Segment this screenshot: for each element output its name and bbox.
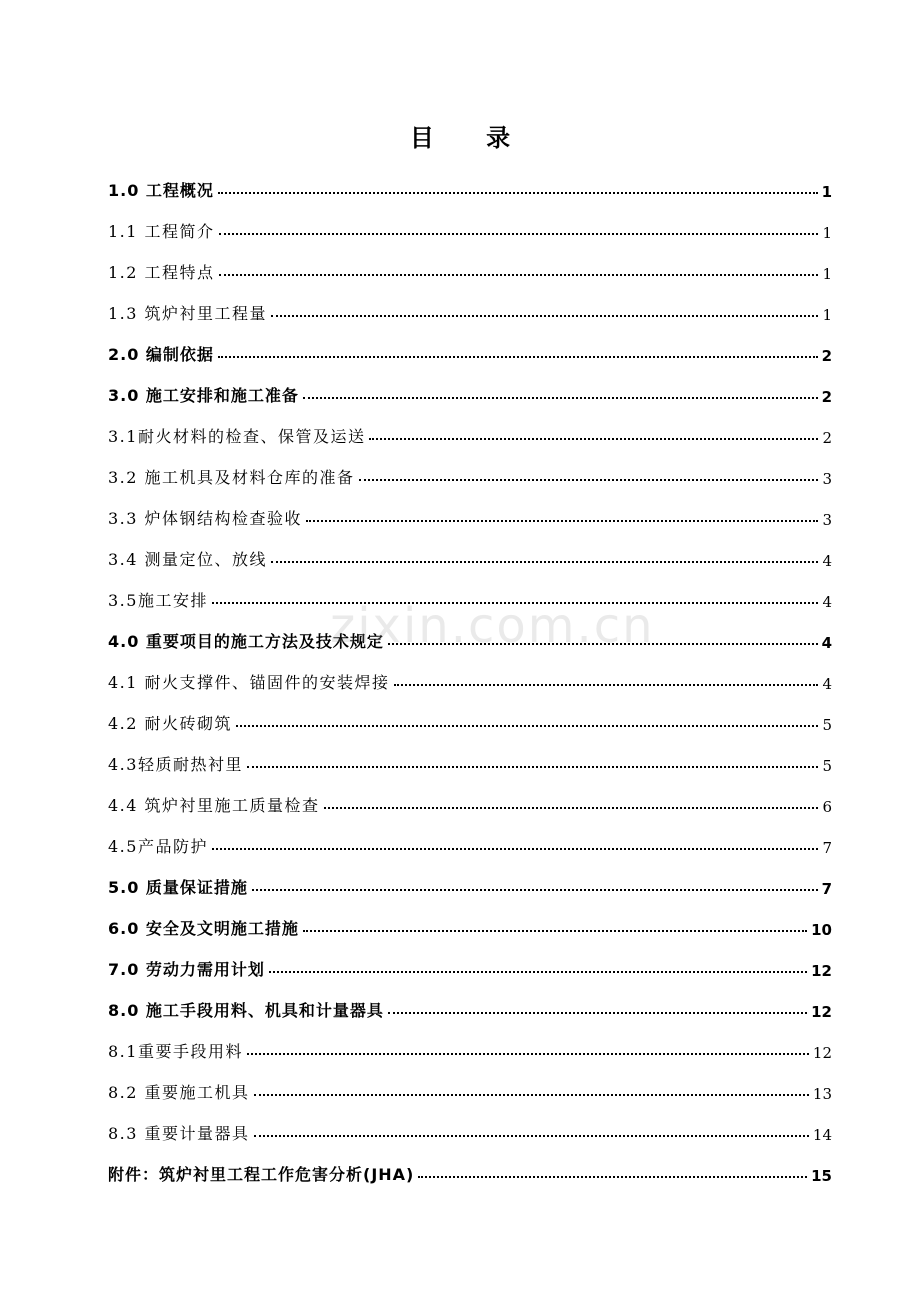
toc-dot-leader	[271, 561, 818, 563]
toc-dot-leader	[394, 684, 819, 686]
page-title: 目 录	[409, 123, 533, 152]
toc-entry[interactable]	[108, 734, 832, 775]
toc-entry-page: 4	[822, 552, 832, 570]
toc-entry-label: 8.3 重要计量器具	[108, 1124, 250, 1143]
toc-entry[interactable]	[108, 1103, 832, 1144]
toc-entry[interactable]	[108, 652, 832, 693]
toc-entry-page: 13	[812, 1085, 832, 1103]
toc-entry[interactable]	[108, 980, 832, 1021]
toc-dot-leader	[219, 233, 819, 235]
toc-dot-leader	[254, 1094, 809, 1096]
toc-entry[interactable]	[108, 160, 832, 201]
toc-entry[interactable]	[108, 365, 832, 406]
toc-entry[interactable]	[108, 816, 832, 857]
toc-dot-leader	[324, 807, 819, 809]
toc-entry-label: 附件：筑炉衬里工程工作危害分析(JHA)	[108, 1165, 415, 1184]
toc-entry-label: 2.0 编制依据	[108, 345, 214, 364]
toc-entry-label: 5.0 质量保证措施	[108, 878, 248, 897]
toc-entry-label: 1.3 筑炉衬里工程量	[108, 304, 268, 323]
toc-entry-page: 4	[821, 634, 832, 652]
toc-entry-label: 1.1 工程简介	[108, 222, 215, 241]
toc-entry[interactable]	[108, 939, 832, 980]
toc-entry-page: 12	[812, 1044, 832, 1062]
toc-entry[interactable]	[108, 447, 832, 488]
toc-entry-label: 1.0 工程概况	[108, 181, 214, 200]
toc-entry[interactable]	[108, 898, 832, 939]
toc-dot-leader	[252, 889, 818, 891]
table-of-contents	[108, 160, 832, 1185]
toc-entry[interactable]	[108, 488, 832, 529]
toc-dot-leader	[418, 1176, 807, 1178]
toc-entry[interactable]	[108, 242, 832, 283]
toc-entry-label: 7.0 劳动力需用计划	[108, 960, 265, 979]
toc-entry-label: 3.4 测量定位、放线	[108, 550, 268, 569]
toc-entry[interactable]	[108, 693, 832, 734]
toc-entry[interactable]	[108, 1144, 832, 1185]
toc-dot-leader	[218, 192, 818, 194]
toc-entry-label: 4.1 耐火支撑件、锚固件的安装焊接	[108, 673, 390, 692]
toc-entry-page: 12	[811, 1003, 832, 1021]
toc-dot-leader	[303, 930, 807, 932]
toc-dot-leader	[306, 520, 818, 522]
toc-entry[interactable]	[108, 529, 832, 570]
toc-entry[interactable]	[108, 1062, 832, 1103]
toc-entry-page: 1	[822, 306, 832, 324]
toc-entry[interactable]	[108, 775, 832, 816]
toc-entry-page: 6	[822, 798, 832, 816]
toc-entry-page: 1	[822, 224, 832, 242]
toc-entry-page: 4	[822, 593, 832, 611]
toc-entry-label: 4.0 重要项目的施工方法及技术规定	[108, 632, 384, 651]
toc-entry-page: 1	[822, 265, 832, 283]
toc-entry-page: 2	[822, 429, 832, 447]
toc-entry-label: 8.0 施工手段用料、机具和计量器具	[108, 1001, 384, 1020]
toc-entry-page: 5	[822, 757, 832, 775]
toc-entry-page: 2	[821, 347, 832, 365]
toc-entry[interactable]	[108, 324, 832, 365]
toc-entry-page: 15	[811, 1167, 832, 1185]
toc-entry-label: 4.2 耐火砖砌筑	[108, 714, 233, 733]
toc-dot-leader	[236, 725, 818, 727]
toc-entry-page: 1	[821, 183, 832, 201]
toc-entry-page: 3	[822, 511, 832, 529]
toc-dot-leader	[247, 766, 819, 768]
toc-dot-leader	[303, 397, 818, 399]
toc-entry[interactable]	[108, 1021, 832, 1062]
toc-entry[interactable]	[108, 857, 832, 898]
toc-dot-leader	[218, 356, 818, 358]
toc-entry-label: 4.5产品防护	[108, 837, 208, 856]
toc-entry-page: 10	[811, 921, 832, 939]
toc-dot-leader	[219, 274, 819, 276]
toc-dot-leader	[271, 315, 818, 317]
toc-dot-leader	[369, 438, 818, 440]
toc-entry-page: 7	[821, 880, 832, 898]
toc-entry-page: 5	[822, 716, 832, 734]
toc-entry-page: 14	[812, 1126, 832, 1144]
toc-entry-label: 3.1耐火材料的检查、保管及运送	[108, 427, 366, 446]
toc-entry-label: 4.3轻质耐热衬里	[108, 755, 243, 774]
toc-entry-label: 3.3 炉体钢结构检查验收	[108, 509, 303, 528]
toc-dot-leader	[359, 479, 819, 481]
toc-entry-label: 6.0 安全及文明施工措施	[108, 919, 299, 938]
toc-entry[interactable]	[108, 283, 832, 324]
toc-entry-label: 3.2 施工机具及材料仓库的准备	[108, 468, 355, 487]
toc-entry-label: 4.4 筑炉衬里施工质量检查	[108, 796, 320, 815]
toc-entry[interactable]	[108, 201, 832, 242]
toc-entry-label: 8.2 重要施工机具	[108, 1083, 250, 1102]
toc-entry-label: 3.0 施工安排和施工准备	[108, 386, 299, 405]
toc-entry-page: 3	[822, 470, 832, 488]
toc-entry-label: 3.5施工安排	[108, 591, 208, 610]
toc-entry-label: 1.2 工程特点	[108, 263, 215, 282]
toc-entry-page: 4	[822, 675, 832, 693]
watermark: zixin.com.cn	[330, 598, 655, 654]
toc-entry-label: 8.1重要手段用料	[108, 1042, 243, 1061]
toc-entry[interactable]	[108, 406, 832, 447]
toc-dot-leader	[247, 1053, 809, 1055]
toc-dot-leader	[254, 1135, 809, 1137]
toc-entry-page: 2	[821, 388, 832, 406]
toc-dot-leader	[388, 1012, 807, 1014]
toc-entry-page: 7	[822, 839, 832, 857]
toc-entry-page: 12	[811, 962, 832, 980]
toc-dot-leader	[212, 848, 819, 850]
toc-dot-leader	[269, 971, 807, 973]
